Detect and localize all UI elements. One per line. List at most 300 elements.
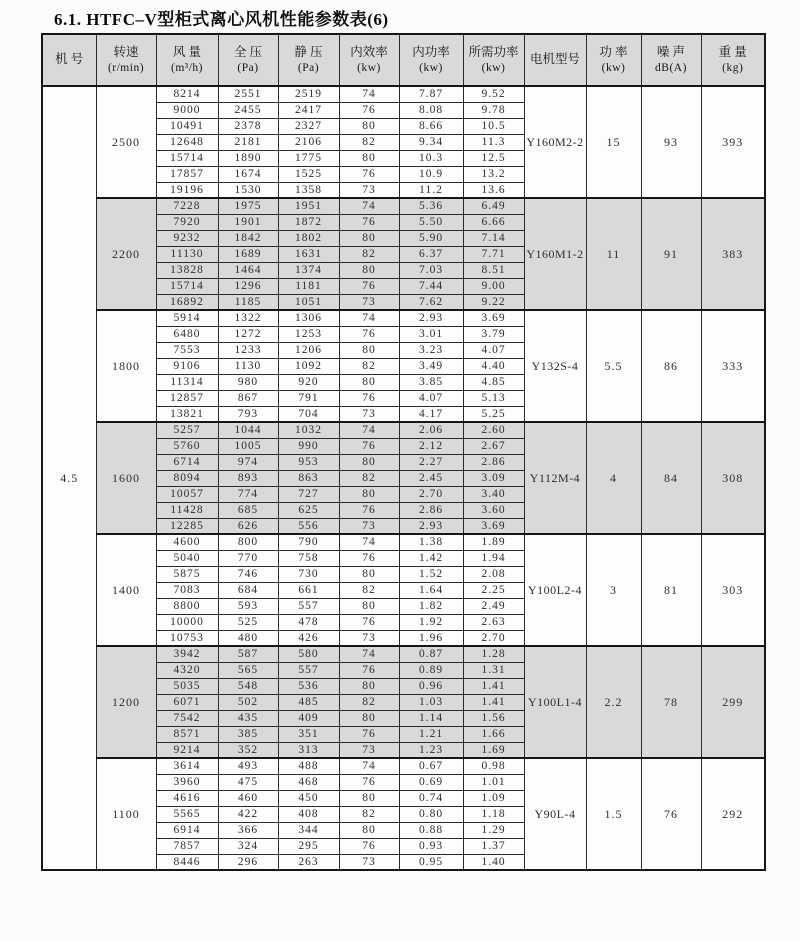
cell-internal-power: 5.90 <box>399 230 463 246</box>
cell-required-power: 1.40 <box>463 854 524 870</box>
cell-static-pressure: 791 <box>278 390 339 406</box>
cell-airflow: 8446 <box>156 854 218 870</box>
cell-static-pressure: 625 <box>278 502 339 518</box>
cell-required-power: 8.51 <box>463 262 524 278</box>
cell-required-power: 1.66 <box>463 726 524 742</box>
cell-airflow: 5760 <box>156 438 218 454</box>
cell-internal-efficiency: 76 <box>339 278 399 294</box>
cell-total-pressure: 800 <box>218 534 278 550</box>
cell-static-pressure: 344 <box>278 822 339 838</box>
cell-total-pressure: 593 <box>218 598 278 614</box>
cell-static-pressure: 1032 <box>278 422 339 438</box>
cell-static-pressure: 1051 <box>278 294 339 310</box>
cell-internal-power: 0.74 <box>399 790 463 806</box>
cell-static-pressure: 556 <box>278 518 339 534</box>
cell-internal-efficiency: 76 <box>339 102 399 118</box>
cell-required-power: 6.66 <box>463 214 524 230</box>
cell-required-power: 3.79 <box>463 326 524 342</box>
cell-internal-efficiency: 80 <box>339 566 399 582</box>
cell-internal-power: 7.62 <box>399 294 463 310</box>
cell-airflow: 3942 <box>156 646 218 662</box>
cell-internal-power: 1.14 <box>399 710 463 726</box>
cell-internal-power: 2.93 <box>399 518 463 534</box>
cell-internal-efficiency: 73 <box>339 182 399 198</box>
cell-required-power: 1.01 <box>463 774 524 790</box>
cell-required-power: 10.5 <box>463 118 524 134</box>
cell-static-pressure: 1872 <box>278 214 339 230</box>
cell-internal-efficiency: 74 <box>339 534 399 550</box>
table-row <box>42 534 765 550</box>
column-label: 内功率 <box>412 45 450 59</box>
cell-total-pressure: 1044 <box>218 422 278 438</box>
cell-total-pressure: 422 <box>218 806 278 822</box>
cell-internal-power: 4.07 <box>399 390 463 406</box>
cell-internal-efficiency: 82 <box>339 470 399 486</box>
cell-static-pressure: 2417 <box>278 102 339 118</box>
cell-motor-model: Y100L2-4 <box>524 534 586 646</box>
cell-motor-power: 4 <box>586 422 641 534</box>
cell-static-pressure: 1951 <box>278 198 339 214</box>
cell-airflow: 5914 <box>156 310 218 326</box>
cell-static-pressure: 790 <box>278 534 339 550</box>
column-header-internal-efficiency <box>339 34 399 86</box>
cell-total-pressure: 366 <box>218 822 278 838</box>
cell-static-pressure: 450 <box>278 790 339 806</box>
cell-static-pressure: 727 <box>278 486 339 502</box>
cell-internal-efficiency: 76 <box>339 438 399 454</box>
cell-required-power: 1.09 <box>463 790 524 806</box>
cell-airflow: 9000 <box>156 102 218 118</box>
column-label: 静 压 <box>294 45 323 59</box>
cell-internal-efficiency: 80 <box>339 486 399 502</box>
cell-internal-efficiency: 76 <box>339 550 399 566</box>
cell-internal-efficiency: 82 <box>339 582 399 598</box>
cell-motor-model: Y112M-4 <box>524 422 586 534</box>
cell-internal-power: 8.66 <box>399 118 463 134</box>
cell-speed: 1200 <box>96 646 156 758</box>
cell-airflow: 5040 <box>156 550 218 566</box>
cell-internal-efficiency: 76 <box>339 166 399 182</box>
table-row <box>42 86 765 102</box>
column-label: 机 号 <box>55 52 84 67</box>
cell-required-power: 2.08 <box>463 566 524 582</box>
cell-airflow: 10753 <box>156 630 218 646</box>
cell-airflow: 12285 <box>156 518 218 534</box>
cell-motor-model: Y90L-4 <box>524 758 586 870</box>
cell-static-pressure: 953 <box>278 454 339 470</box>
cell-total-pressure: 1272 <box>218 326 278 342</box>
cell-required-power: 5.13 <box>463 390 524 406</box>
cell-static-pressure: 1775 <box>278 150 339 166</box>
cell-required-power: 1.28 <box>463 646 524 662</box>
cell-total-pressure: 548 <box>218 678 278 694</box>
cell-internal-efficiency: 74 <box>339 422 399 438</box>
cell-airflow: 7228 <box>156 198 218 214</box>
cell-total-pressure: 974 <box>218 454 278 470</box>
cell-total-pressure: 385 <box>218 726 278 742</box>
cell-internal-efficiency: 76 <box>339 214 399 230</box>
cell-total-pressure: 1842 <box>218 230 278 246</box>
cell-motor-power: 15 <box>586 86 641 198</box>
cell-airflow: 3960 <box>156 774 218 790</box>
cell-required-power: 9.22 <box>463 294 524 310</box>
cell-noise: 81 <box>641 534 701 646</box>
cell-internal-power: 2.93 <box>399 310 463 326</box>
cell-required-power: 4.85 <box>463 374 524 390</box>
cell-airflow: 5875 <box>156 566 218 582</box>
column-unit: (Pa) <box>237 61 259 74</box>
cell-internal-efficiency: 80 <box>339 150 399 166</box>
header-row <box>42 34 765 86</box>
cell-internal-efficiency: 73 <box>339 294 399 310</box>
cell-internal-power: 8.08 <box>399 102 463 118</box>
cell-required-power: 7.71 <box>463 246 524 262</box>
cell-static-pressure: 1358 <box>278 182 339 198</box>
cell-total-pressure: 460 <box>218 790 278 806</box>
cell-required-power: 9.52 <box>463 86 524 102</box>
cell-required-power: 1.56 <box>463 710 524 726</box>
cell-airflow: 7083 <box>156 582 218 598</box>
cell-internal-power: 1.82 <box>399 598 463 614</box>
cell-airflow: 7920 <box>156 214 218 230</box>
cell-static-pressure: 1306 <box>278 310 339 326</box>
cell-speed: 1400 <box>96 534 156 646</box>
cell-internal-power: 1.21 <box>399 726 463 742</box>
cell-total-pressure: 502 <box>218 694 278 710</box>
cell-static-pressure: 730 <box>278 566 339 582</box>
cell-airflow: 6714 <box>156 454 218 470</box>
column-unit: (kw) <box>419 61 443 74</box>
column-unit: (m³/h) <box>171 61 203 74</box>
cell-internal-efficiency: 76 <box>339 326 399 342</box>
cell-airflow: 5565 <box>156 806 218 822</box>
cell-airflow: 8571 <box>156 726 218 742</box>
cell-total-pressure: 867 <box>218 390 278 406</box>
cell-airflow: 5257 <box>156 422 218 438</box>
cell-speed: 2200 <box>96 198 156 310</box>
cell-internal-power: 2.27 <box>399 454 463 470</box>
cell-motor-power: 2.2 <box>586 646 641 758</box>
cell-airflow: 13821 <box>156 406 218 422</box>
cell-airflow: 6914 <box>156 822 218 838</box>
cell-internal-power: 1.96 <box>399 630 463 646</box>
cell-internal-power: 2.12 <box>399 438 463 454</box>
cell-required-power: 6.49 <box>463 198 524 214</box>
cell-static-pressure: 409 <box>278 710 339 726</box>
cell-static-pressure: 263 <box>278 854 339 870</box>
cell-airflow: 9214 <box>156 742 218 758</box>
cell-total-pressure: 980 <box>218 374 278 390</box>
cell-required-power: 1.37 <box>463 838 524 854</box>
cell-internal-power: 0.80 <box>399 806 463 822</box>
cell-static-pressure: 758 <box>278 550 339 566</box>
column-label: 功 率 <box>599 45 628 59</box>
column-header-noise <box>641 34 701 86</box>
cell-static-pressure: 1525 <box>278 166 339 182</box>
cell-total-pressure: 770 <box>218 550 278 566</box>
column-header-static-pressure <box>278 34 339 86</box>
cell-noise: 76 <box>641 758 701 870</box>
cell-internal-efficiency: 82 <box>339 134 399 150</box>
cell-static-pressure: 1206 <box>278 342 339 358</box>
cell-internal-efficiency: 76 <box>339 502 399 518</box>
cell-total-pressure: 1464 <box>218 262 278 278</box>
cell-airflow: 13828 <box>156 262 218 278</box>
cell-static-pressure: 468 <box>278 774 339 790</box>
cell-internal-efficiency: 73 <box>339 742 399 758</box>
cell-required-power: 0.98 <box>463 758 524 774</box>
cell-internal-efficiency: 82 <box>339 358 399 374</box>
cell-noise: 93 <box>641 86 701 198</box>
cell-static-pressure: 2519 <box>278 86 339 102</box>
cell-internal-power: 7.03 <box>399 262 463 278</box>
cell-required-power: 2.25 <box>463 582 524 598</box>
cell-total-pressure: 1689 <box>218 246 278 262</box>
cell-motor-power: 5.5 <box>586 310 641 422</box>
cell-airflow: 12648 <box>156 134 218 150</box>
column-unit: (kw) <box>357 61 381 74</box>
cell-speed: 2500 <box>96 86 156 198</box>
cell-static-pressure: 704 <box>278 406 339 422</box>
cell-speed: 1100 <box>96 758 156 870</box>
cell-internal-efficiency: 76 <box>339 614 399 630</box>
cell-total-pressure: 296 <box>218 854 278 870</box>
cell-internal-power: 0.87 <box>399 646 463 662</box>
cell-internal-efficiency: 74 <box>339 310 399 326</box>
cell-internal-efficiency: 76 <box>339 726 399 742</box>
cell-total-pressure: 480 <box>218 630 278 646</box>
column-label: 全 压 <box>233 45 263 59</box>
column-header-motor-model <box>524 34 586 86</box>
cell-motor-power: 11 <box>586 198 641 310</box>
cell-airflow: 9232 <box>156 230 218 246</box>
cell-airflow: 16892 <box>156 294 218 310</box>
column-label: 内效率 <box>350 45 388 59</box>
cell-noise: 91 <box>641 198 701 310</box>
cell-motor-model: Y100L1-4 <box>524 646 586 758</box>
cell-airflow: 7553 <box>156 342 218 358</box>
cell-internal-efficiency: 80 <box>339 230 399 246</box>
cell-required-power: 1.31 <box>463 662 524 678</box>
cell-required-power: 9.00 <box>463 278 524 294</box>
cell-static-pressure: 478 <box>278 614 339 630</box>
cell-internal-power: 6.37 <box>399 246 463 262</box>
cell-total-pressure: 352 <box>218 742 278 758</box>
column-unit: (kg) <box>722 61 744 74</box>
cell-noise: 84 <box>641 422 701 534</box>
cell-motor-model: Y132S-4 <box>524 310 586 422</box>
cell-static-pressure: 485 <box>278 694 339 710</box>
cell-total-pressure: 1975 <box>218 198 278 214</box>
cell-internal-power: 2.45 <box>399 470 463 486</box>
cell-required-power: 1.29 <box>463 822 524 838</box>
cell-airflow: 8094 <box>156 470 218 486</box>
column-label: 重 量 <box>718 45 747 59</box>
cell-airflow: 4600 <box>156 534 218 550</box>
cell-internal-efficiency: 80 <box>339 822 399 838</box>
cell-internal-efficiency: 74 <box>339 646 399 662</box>
cell-internal-power: 1.03 <box>399 694 463 710</box>
column-header-machine-no <box>42 34 96 86</box>
cell-required-power: 1.69 <box>463 742 524 758</box>
fan-spec-table <box>41 33 766 871</box>
cell-required-power: 13.2 <box>463 166 524 182</box>
cell-internal-efficiency: 73 <box>339 630 399 646</box>
cell-internal-efficiency: 76 <box>339 774 399 790</box>
cell-internal-efficiency: 80 <box>339 790 399 806</box>
cell-internal-power: 3.01 <box>399 326 463 342</box>
cell-static-pressure: 2327 <box>278 118 339 134</box>
cell-internal-efficiency: 82 <box>339 694 399 710</box>
cell-required-power: 3.69 <box>463 518 524 534</box>
cell-total-pressure: 1674 <box>218 166 278 182</box>
cell-total-pressure: 435 <box>218 710 278 726</box>
cell-static-pressure: 1631 <box>278 246 339 262</box>
cell-required-power: 3.09 <box>463 470 524 486</box>
cell-total-pressure: 1901 <box>218 214 278 230</box>
cell-internal-power: 11.2 <box>399 182 463 198</box>
cell-static-pressure: 2106 <box>278 134 339 150</box>
cell-static-pressure: 1374 <box>278 262 339 278</box>
cell-internal-efficiency: 76 <box>339 838 399 854</box>
cell-total-pressure: 475 <box>218 774 278 790</box>
cell-static-pressure: 351 <box>278 726 339 742</box>
cell-internal-power: 0.88 <box>399 822 463 838</box>
cell-airflow: 5035 <box>156 678 218 694</box>
cell-required-power: 1.18 <box>463 806 524 822</box>
cell-internal-power: 3.49 <box>399 358 463 374</box>
cell-required-power: 12.5 <box>463 150 524 166</box>
cell-required-power: 3.60 <box>463 502 524 518</box>
cell-weight: 383 <box>701 198 765 310</box>
cell-internal-efficiency: 74 <box>339 758 399 774</box>
cell-internal-power: 3.23 <box>399 342 463 358</box>
cell-total-pressure: 685 <box>218 502 278 518</box>
cell-total-pressure: 2378 <box>218 118 278 134</box>
column-header-speed <box>96 34 156 86</box>
cell-internal-power: 0.67 <box>399 758 463 774</box>
cell-internal-power: 0.93 <box>399 838 463 854</box>
cell-required-power: 1.89 <box>463 534 524 550</box>
cell-internal-power: 1.38 <box>399 534 463 550</box>
cell-required-power: 13.6 <box>463 182 524 198</box>
cell-internal-efficiency: 80 <box>339 454 399 470</box>
cell-total-pressure: 1296 <box>218 278 278 294</box>
cell-weight: 303 <box>701 534 765 646</box>
cell-internal-efficiency: 80 <box>339 710 399 726</box>
cell-airflow: 3614 <box>156 758 218 774</box>
cell-required-power: 2.67 <box>463 438 524 454</box>
cell-required-power: 2.63 <box>463 614 524 630</box>
cell-internal-efficiency: 76 <box>339 390 399 406</box>
cell-internal-power: 2.06 <box>399 422 463 438</box>
cell-total-pressure: 684 <box>218 582 278 598</box>
cell-static-pressure: 1092 <box>278 358 339 374</box>
cell-machine-no: 4.5 <box>42 86 96 870</box>
cell-internal-efficiency: 80 <box>339 374 399 390</box>
cell-internal-power: 5.50 <box>399 214 463 230</box>
cell-static-pressure: 1253 <box>278 326 339 342</box>
cell-total-pressure: 746 <box>218 566 278 582</box>
column-unit: dB(A) <box>655 61 687 74</box>
cell-total-pressure: 2551 <box>218 86 278 102</box>
cell-internal-efficiency: 80 <box>339 118 399 134</box>
cell-internal-power: 1.52 <box>399 566 463 582</box>
column-header-required-power <box>463 34 524 86</box>
cell-total-pressure: 565 <box>218 662 278 678</box>
cell-airflow: 8214 <box>156 86 218 102</box>
cell-total-pressure: 525 <box>218 614 278 630</box>
column-header-internal-power <box>399 34 463 86</box>
cell-airflow: 6071 <box>156 694 218 710</box>
cell-required-power: 1.94 <box>463 550 524 566</box>
cell-required-power: 2.60 <box>463 422 524 438</box>
table-header <box>42 34 765 86</box>
cell-internal-efficiency: 74 <box>339 198 399 214</box>
cell-internal-power: 3.85 <box>399 374 463 390</box>
column-unit: (kw) <box>481 61 506 74</box>
cell-static-pressure: 1181 <box>278 278 339 294</box>
cell-internal-power: 1.92 <box>399 614 463 630</box>
cell-airflow: 4616 <box>156 790 218 806</box>
column-label: 转速 <box>113 45 139 59</box>
cell-airflow: 11314 <box>156 374 218 390</box>
cell-internal-power: 7.87 <box>399 86 463 102</box>
cell-static-pressure: 863 <box>278 470 339 486</box>
cell-internal-efficiency: 80 <box>339 342 399 358</box>
cell-motor-model: Y160M2-2 <box>524 86 586 198</box>
cell-static-pressure: 920 <box>278 374 339 390</box>
cell-weight: 292 <box>701 758 765 870</box>
table-row <box>42 310 765 326</box>
cell-airflow: 7542 <box>156 710 218 726</box>
cell-required-power: 4.07 <box>463 342 524 358</box>
column-header-airflow <box>156 34 218 86</box>
cell-required-power: 11.3 <box>463 134 524 150</box>
cell-internal-power: 9.34 <box>399 134 463 150</box>
cell-airflow: 11428 <box>156 502 218 518</box>
cell-motor-power: 1.5 <box>586 758 641 870</box>
cell-weight: 308 <box>701 422 765 534</box>
cell-required-power: 1.41 <box>463 694 524 710</box>
cell-airflow: 11130 <box>156 246 218 262</box>
cell-internal-power: 1.42 <box>399 550 463 566</box>
cell-airflow: 15714 <box>156 150 218 166</box>
cell-internal-power: 1.23 <box>399 742 463 758</box>
column-header-weight <box>701 34 765 86</box>
cell-internal-efficiency: 74 <box>339 86 399 102</box>
cell-static-pressure: 580 <box>278 646 339 662</box>
cell-required-power: 1.41 <box>463 678 524 694</box>
page-title: 6.1. HTFC–V型柜式离心风机性能参数表(6) <box>54 10 389 29</box>
cell-required-power: 4.40 <box>463 358 524 374</box>
cell-internal-efficiency: 73 <box>339 406 399 422</box>
cell-weight: 333 <box>701 310 765 422</box>
cell-static-pressure: 295 <box>278 838 339 854</box>
column-header-total-pressure <box>218 34 278 86</box>
cell-internal-power: 2.70 <box>399 486 463 502</box>
cell-airflow: 10491 <box>156 118 218 134</box>
cell-airflow: 8800 <box>156 598 218 614</box>
table-row <box>42 198 765 214</box>
cell-internal-power: 1.64 <box>399 582 463 598</box>
cell-required-power: 3.40 <box>463 486 524 502</box>
column-unit: (r/min) <box>107 61 145 74</box>
cell-internal-power: 0.95 <box>399 854 463 870</box>
cell-total-pressure: 1890 <box>218 150 278 166</box>
cell-internal-efficiency: 82 <box>339 246 399 262</box>
cell-total-pressure: 2181 <box>218 134 278 150</box>
